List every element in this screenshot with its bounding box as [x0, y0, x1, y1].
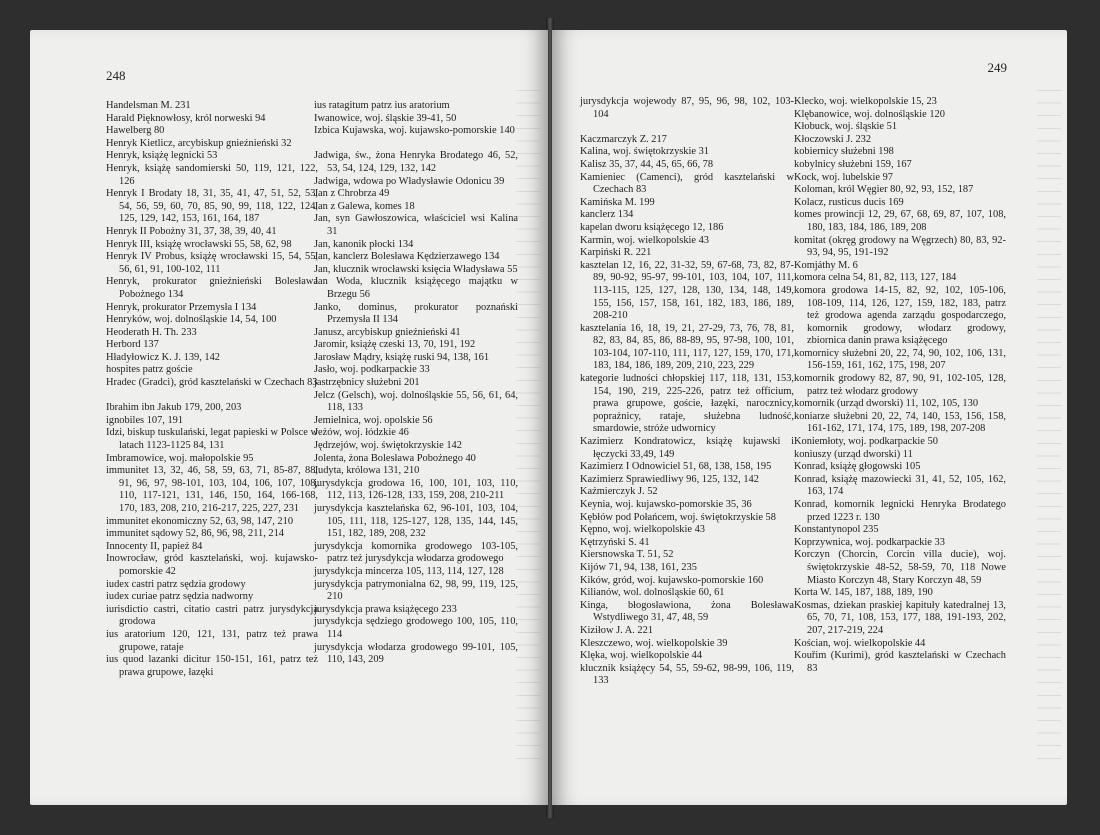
index-entry: koniuszy (urząd dworski) 11 — [794, 448, 913, 460]
index-entry: Henryk IV Probus, książę wrocławski 15, 54, 55, 56, 61, 91, 100-102, 111 — [106, 251, 318, 275]
index-entry: jurysdykcja mincerza 105, 113, 114, 127, 128 — [314, 565, 504, 577]
index-entry: Kazimierz Kondratowicz, książę kujawski i łęczycki 33,49, 149 — [580, 436, 794, 460]
index-entry: Handelsman M. 231 — [106, 100, 191, 111]
index-entry: Kłoczowski J. 232 — [794, 133, 872, 145]
index-entry: kapelan dworu książęcego 12, 186 — [580, 221, 724, 233]
index-entry: Jan Woda, klucznik książęcego majątku w Brzegu 56 — [314, 276, 518, 300]
index-entry: Jan, klucznik wrocławski księcia Władysława 55 — [314, 263, 518, 275]
index-entry: Karmin, woj. wielkopolskie 43 — [580, 234, 710, 246]
index-entry: Kazimierz Sprawiedliwy 96, 125, 132, 142 — [580, 473, 759, 485]
index-entry: kanclerz 134 — [580, 209, 634, 221]
index-entry: iudex castri patrz sędzia grodowy — [106, 578, 246, 590]
index-entry: Konrad, książę mazowiecki 31, 41, 52, 105, 162, 163, 174 — [794, 473, 1006, 498]
index-entry: Kików, gród, woj. kujawsko-pomorskie 160 — [580, 574, 764, 586]
index-entry: Idzi, biskup tuskulański, legat papieski w Polsce w latach 1123-1125 84, 131 — [106, 427, 318, 452]
index-entry: komornicy służebni 20, 22, 74, 90, 102, 106, 131, 156-159, 161, 162, 175, 198, 207 — [794, 347, 1006, 372]
index-entry: jurysdykcja komornika grodowego 103-105, patrz też jurysdykcja włodarza grodowego — [314, 540, 518, 565]
index-entry: Jolenta, żona Bolesława Pobożnego 40 — [314, 452, 476, 464]
index-entry: Jadwiga, wdowa po Władysławie Odonicu 39 — [314, 175, 505, 187]
bleed-through — [516, 90, 540, 770]
index-entry: Jasło, woj. podkarpackie 33 — [314, 364, 430, 376]
index-entry: koniarze służebni 20, 22, 74, 140, 153, 156, 158, 161-162, 171, 174, 175, 189, 198, 207-208 — [794, 410, 1006, 435]
index-entry: Korczyn (Chorcin, Corcin villa ducie), woj. świętokrzyskie 48-52, 58-59, 70, 118 Nowe Miasto Korczyn 48, Stary Korczyn 48, 59 — [794, 549, 1006, 586]
index-entry: Janusz, arcybiskup gnieźnieński 41 — [314, 326, 461, 338]
index-entry: Jemielnica, woj. opolskie 56 — [314, 414, 433, 426]
index-entry: Kiziłow J. A. 221 — [580, 624, 654, 636]
index-entry: Jelcz (Gelsch), woj. dolnośląskie 55, 56, 61, 64, 118, 133 — [314, 389, 518, 414]
index-entry: Harald Pięknowłosy, król norweski 94 — [106, 112, 266, 124]
index-entry: Konrad, komornik legnicki Henryka Brodatego przed 1223 r. 130 — [794, 499, 1006, 523]
index-entry: Konstantynopol 235 — [794, 524, 879, 536]
index-entry: Kaźmierczyk J. 52 — [580, 486, 658, 498]
index-entry: Kaczmarczyk Z. 217 — [580, 133, 667, 145]
index-entry: Klęka, woj. wielkopolskie 44 — [580, 650, 703, 662]
index-entry: Jan, syn Gawłoszowica, właściciel wsi Kalina 31 — [314, 213, 518, 237]
index-entry: Koniemłoty, woj. podkarpackie 50 — [794, 436, 938, 448]
index-entry: komornik grodowy 82, 87, 90, 91, 102-105, 128, patrz też włodarz grodowy — [794, 373, 1006, 397]
index-entry: Jan z Chrobrza 49 — [314, 188, 390, 200]
index-entry: Hładyłowicz K. J. 139, 142 — [106, 351, 220, 363]
index-entry: Henryk II Pobożny 31, 37, 38, 39, 40, 41 — [106, 225, 277, 237]
index-entry: immunitet ekonomiczny 52, 63, 98, 147, 210 — [106, 515, 294, 527]
index-entry: Komjáthy M. 6 — [794, 259, 858, 271]
index-entry: Kępno, woj. wielkopolskie 43 — [580, 524, 705, 536]
index-entry: ius aratorium 120, 121, 131, patrz też prawa grupowe, rataje — [106, 628, 318, 653]
index-entry: Henryk, prokurator Przemysła I 134 — [106, 301, 257, 313]
index-entry: Jadwiga, św., żona Henryka Brodatego 46, 52, 53, 54, 124, 129, 132, 142 — [314, 150, 518, 174]
index-entry: Kalisz 35, 37, 44, 45, 65, 66, 78 — [580, 158, 714, 170]
index-entry: Jędrzejów, woj. świętokrzyskie 142 — [314, 440, 462, 452]
index-column-right-1 — [580, 96, 794, 688]
index-entry: Kazimierz I Odnowiciel 51, 68, 138, 158, 195 — [580, 461, 772, 473]
index-entry: Innocenty II, papież 84 — [106, 540, 203, 552]
index-entry: Koloman, król Węgier 80, 92, 93, 152, 187 — [794, 184, 974, 196]
index-entry: Kalina, woj. świętokrzyskie 31 — [580, 146, 709, 158]
index-entry: Kiersnowska T. 51, 52 — [580, 549, 674, 561]
index-entry: klucznik książęcy 54, 55, 59-62, 98-99, 106, 119, 133 — [580, 662, 794, 687]
index-entry: Kouřim (Kurimi), gród kasztelański w Czechach 83 — [794, 650, 1006, 674]
index-entry: Kamińska M. 199 — [580, 196, 655, 208]
index-entry: Iwanowice, woj. śląskie 39-41, 50 — [314, 112, 457, 124]
index-entry: Janko, dominus, prokurator poznański Przemysła II 134 — [314, 301, 518, 326]
index-entry: Kijów 71, 94, 138, 161, 235 — [580, 561, 697, 573]
index-entry: Hawelberg 80 — [106, 125, 165, 137]
index-entry: Kolacz, rusticus ducis 169 — [794, 196, 904, 208]
index-entry: Konrad, książę głogowski 105 — [794, 461, 921, 473]
left-page — [30, 30, 548, 805]
index-entry: Kębłów pod Połańcem, woj. świętokrzyskie 58 — [580, 511, 776, 523]
index-entry: Kosmas, dziekan praskiej kapituły katedralnej 13, 65, 70, 71, 108, 153, 177, 188, 191-193, 202, 207, 217-219, 224 — [794, 599, 1006, 636]
index-entry: jurysdykcja włodarza grodowego 99-101, 105, 110, 143, 209 — [314, 641, 518, 666]
index-entry: Jeżów, woj. łódzkie 46 — [314, 427, 409, 439]
index-entry: Kamieniec (Camenci), gród kasztelański w Czechach 83 — [580, 171, 794, 196]
index-entry: komes prowincji 12, 29, 67, 68, 69, 87, 107, 108, 180, 183, 184, 186, 189, 208 — [794, 209, 1006, 233]
index-entry: Kłobuck, woj. śląskie 51 — [794, 121, 898, 133]
index-entry: Karpiński R. 221 — [580, 247, 652, 259]
index-entry: kobylnicy służebni 159, 167 — [794, 158, 912, 170]
index-entry: jurysdykcja kasztelańska 62, 96-101, 103, 104, 105, 111, 118, 125-127, 128, 135, 144, 145, 151, 182, 189, 208, 232 — [314, 503, 518, 540]
index-entry: Kock, woj. lubelskie 97 — [794, 171, 893, 183]
right-page — [552, 30, 1067, 805]
index-entry: Heoderath H. Th. 233 — [106, 326, 197, 338]
index-entry: komora grodowa 14-15, 82, 92, 102, 105-106, 108-109, 114, 126, 127, 159, 182, 183, patrz też grodowa agenda zarządu gospodarczego, komornik grodowy, włodarz grodowy, zbiornica danin prawa książęcego — [794, 284, 1006, 347]
index-entry: Jan z Galewa, komes 18 — [314, 200, 415, 212]
index-entry: Ibrahim ibn Jakub 179, 200, 203 — [106, 402, 242, 414]
index-column-left-1 — [106, 100, 318, 679]
page-number-right: 249 — [987, 60, 1007, 75]
index-entry: jurysdykcja sędziego grodowego 100, 105, 110, 114 — [314, 616, 518, 640]
index-column-left-2 — [314, 100, 518, 667]
index-entry: jurysdykcja grodowa 16, 100, 101, 103, 110, 112, 113, 126-128, 133, 159, 208, 210-211 — [314, 477, 518, 502]
index-entry: Henryk, prokurator gnieźnieński Bolesława Pobożnego 134 — [106, 276, 318, 300]
index-entry: komornik (urząd dworski) 11, 102, 105, 130 — [794, 398, 979, 410]
index-entry: Kleszczewo, woj. wielkopolskie 39 — [580, 637, 728, 649]
index-entry: Henryk, książę sandomierski 50, 119, 121, 122, 126 — [106, 162, 318, 187]
index-entry: Henryk III, książę wrocławski 55, 58, 62, 98 — [106, 238, 292, 250]
index-entry: jurysdykcja prawa książęcego 233 — [314, 603, 457, 615]
index-entry: immunitet 13, 32, 46, 58, 59, 63, 71, 85-87, 88, 91, 96, 97, 98-101, 103, 104, 106, 107, 108, 110, 117-121, 131, 146, 150, 164, 166-168, 170, 183, 208, 210, 216-217, 225, 227, 231 — [106, 465, 318, 514]
index-entry: kasztelania 16, 18, 19, 21, 27-29, 73, 76, 78, 81, 82, 83, 84, 85, 86, 88-89, 95, 97-98, 100, 101, 103-104, 107-110, 111, 117, 127, 159, 170, 171, 183, 184, 186, 189, 209, 210, 223, 229 — [580, 322, 794, 372]
index-entry: immunitet sądowy 52, 86, 96, 98, 211, 214 — [106, 528, 284, 540]
index-entry: ius ratagitum patrz ius aratorium — [314, 100, 450, 111]
index-entry: Jan, kanonik płocki 134 — [314, 238, 414, 250]
index-entry: jurysdykcja wojewody 87, 95, 96, 98, 102, 103-104 — [580, 96, 794, 120]
index-entry: komitat (okręg grodowy na Węgrzech) 80, 83, 92-93, 94, 95, 191-192 — [794, 234, 1006, 259]
index-entry: kategorie ludności chłopskiej 117, 118, 131, 153, 154, 190, 219, 225-226, patrz też officium, prawa grupowe, goście, łazęki, narocznicy, poprażnicy, rataje, służebna ludność, smardowie, stróże udwornicy — [580, 373, 794, 435]
index-entry: iudex curiae patrz sędzia nadworny — [106, 591, 254, 603]
index-entry: Jarosław Mądry, książę ruski 94, 138, 161 — [314, 351, 490, 363]
index-entry: Korta W. 145, 187, 188, 189, 190 — [794, 587, 933, 599]
index-entry: Henryk I Brodaty 18, 31, 35, 41, 47, 51, 52, 53, 54, 56, 59, 60, 70, 85, 90, 99, 118, 122, 124, 125, 129, 142, 153, 161, 164, 187 — [106, 188, 318, 225]
index-entry: Henryków, woj. dolnośląskie 14, 54, 100 — [106, 314, 277, 326]
index-entry: Imbramowice, woj. małopolskie 95 — [106, 452, 254, 464]
index-entry: komora celna 54, 81, 82, 113, 127, 184 — [794, 272, 957, 284]
index-entry: Henryk, książę legnicki 53 — [106, 150, 218, 162]
index-entry: kasztelan 12, 16, 22, 31-32, 59, 67-68, 73, 82, 87-89, 90-92, 95-97, 99-101, 103, 104, 107, 111, 113-115, 125, 127, 128, 130, 134, 148, 149, 155, 156, 157, 158, 161, 182, 183, 186, 189, 208-210 — [580, 259, 794, 322]
bleed-through — [1037, 90, 1061, 770]
index-entry: Henryk Kietlicz, arcybiskup gnieźnieński 32 — [106, 137, 292, 149]
index-entry: Izbica Kujawska, woj. kujawsko-pomorskie 140 — [314, 125, 515, 137]
index-entry: Hradec (Gradci), gród kasztelański w Czechach 83 — [106, 377, 318, 389]
index-entry: kobiernicy służebni 198 — [794, 146, 894, 158]
index-entry: Jaromir, książę czeski 13, 70, 191, 192 — [314, 339, 476, 351]
index-entry: Keynia, woj. kujawsko-pomorskie 35, 36 — [580, 499, 752, 510]
index-entry: Kilianów, wol. dolnośląskie 60, 61 — [580, 587, 725, 599]
index-entry: Kętrzyński S. 41 — [580, 536, 650, 548]
index-entry: Kinga, błogosławiona, żona Bolesława Wstydliwego 31, 47, 48, 59 — [580, 599, 794, 624]
index-entry: hospites patrz goście — [106, 364, 193, 376]
index-entry: Klecko, woj. wielkopolskie 15, 23 — [794, 96, 937, 107]
index-entry: Judyta, królowa 131, 210 — [314, 465, 420, 477]
index-column-right-2 — [794, 96, 1006, 675]
index-entry: iurisdictio castri, citatio castri patrz jurysdykcja grodowa — [106, 603, 318, 628]
page-number-left: 248 — [106, 68, 126, 83]
index-entry: ius quod lazanki dicitur 150-151, 161, patrz też prawa grupowe, łazęki — [106, 654, 318, 678]
index-entry: Kościan, woj. wielkopolskie 44 — [794, 637, 926, 649]
index-entry: jastrzębnicy służebni 201 — [314, 377, 420, 389]
index-entry: Klębanowice, woj. dolnośląskie 120 — [794, 108, 945, 120]
index-entry: Inowrocław, gród kasztelański, woj. kujawsko-pomorskie 42 — [106, 553, 318, 577]
index-entry: Jan, kanclerz Bolesława Kędzierzawego 134 — [314, 251, 500, 263]
index-entry: Koprzywnica, woj. podkarpackie 33 — [794, 536, 945, 548]
index-entry: ignobiles 107, 191 — [106, 414, 184, 426]
index-entry: Herbord 137 — [106, 339, 159, 351]
index-entry: jurysdykcja patrymonialna 62, 98, 99, 119, 125, 210 — [314, 578, 518, 603]
